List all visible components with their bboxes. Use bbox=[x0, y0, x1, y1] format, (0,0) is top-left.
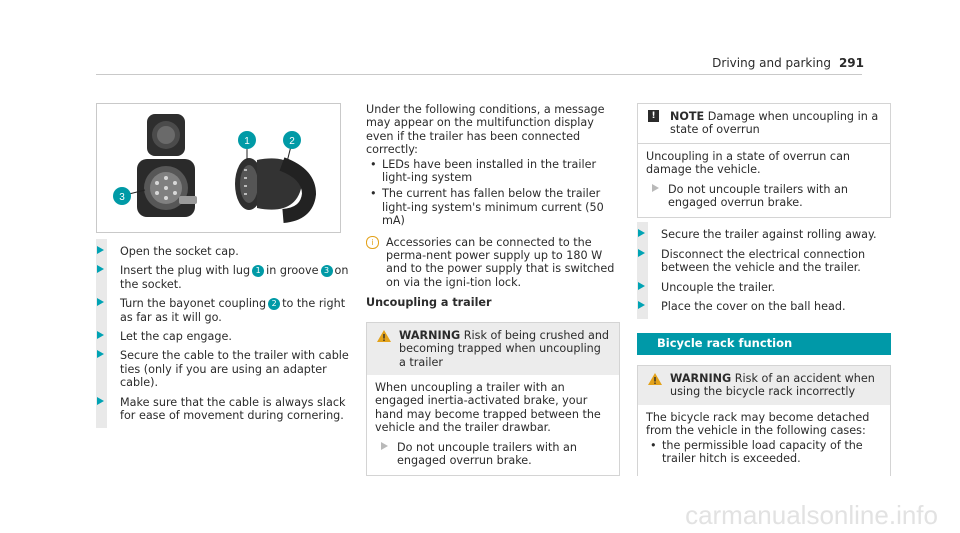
warning-body: When uncoupling a trailer with an engaged inertia-activated brake, your hand may become trapped between the vehicle and the trailer drawbar. bbox=[375, 380, 601, 435]
step-open-cap: Open the socket cap. bbox=[96, 245, 358, 258]
section-title-bar: Bicycle rack function bbox=[637, 333, 891, 354]
svg-text:3: 3 bbox=[119, 192, 125, 203]
arrow-icon bbox=[97, 298, 104, 306]
step-uncouple: Uncouple the trailer. bbox=[637, 281, 891, 294]
warning-box: WARNING Risk of being crushed and becoming trapped when uncoupling a trailer When uncoupling a trailer with an engaged inertia-activated brake, your hand may become trapped between the vehicle and the trailer drawbar. Do not uncouple trailers with an engaged overrun brake. bbox=[366, 322, 620, 477]
watermark: carmanualsonline.info bbox=[685, 500, 938, 530]
callout-badge: 3 bbox=[321, 265, 333, 277]
warning-step: Do not uncouple trailers with an engaged overrun brake. bbox=[375, 441, 611, 468]
arrow-icon bbox=[381, 442, 388, 450]
info-icon: i bbox=[366, 236, 379, 249]
arrow-icon bbox=[638, 301, 645, 309]
notice-icon: ! bbox=[648, 110, 659, 122]
column-3 bbox=[637, 103, 891, 476]
section-name: Driving and parking bbox=[712, 56, 831, 70]
step-cap-engage: Let the cap engage. bbox=[96, 330, 358, 343]
arrow-icon bbox=[652, 184, 659, 192]
page-number: 291 bbox=[838, 56, 864, 70]
step-insert-plug: Insert the plug with lug 1 in groove 3 on the socket. bbox=[96, 264, 358, 291]
socket-illustration bbox=[97, 104, 340, 232]
list-item: • the permissible load capacity of the trailer hitch is exceeded. bbox=[646, 439, 882, 466]
section-heading: Uncoupling a trailer bbox=[366, 296, 492, 310]
info-note: i Accessories can be connected to the perma-nent power supply up to 180 W and to the power supply that is switched on via the igni-tion lock. bbox=[366, 236, 620, 290]
conditions-intro: Under the following conditions, a message may appear on the multifunction display even if the trailer has been connected correctly: bbox=[366, 103, 605, 157]
step-turn-coupling: Turn the bayonet coupling 2 to the right as far as it will go. bbox=[96, 297, 358, 324]
warning-label: WARNING bbox=[670, 371, 732, 385]
step-disconnect: Disconnect the electrical connection between the vehicle and the trailer. bbox=[637, 248, 891, 275]
notice-box: ! NOTE Damage when uncoupling in a state of overrun Uncoupling in a state of overrun can damage the vehicle. Do not uncouple trailers with an engaged overrun brake. bbox=[637, 103, 891, 218]
svg-text:1: 1 bbox=[244, 136, 250, 147]
notice-step: Do not uncouple trailers with an engaged overrun brake. bbox=[646, 183, 882, 210]
step-secure-trailer: Secure the trailer against rolling away. bbox=[637, 228, 891, 241]
arrow-icon bbox=[638, 282, 645, 290]
arrow-icon bbox=[97, 246, 104, 254]
trailer-socket-figure bbox=[96, 103, 341, 233]
warning-triangle-icon bbox=[648, 373, 662, 385]
step-cover-ball-head: Place the cover on the ball head. bbox=[637, 300, 891, 313]
running-header bbox=[712, 56, 864, 70]
notice-label: NOTE bbox=[670, 110, 705, 123]
column-2 bbox=[366, 103, 620, 476]
step-slack-cable: Make sure that the cable is always slack for ease of movement during cornering. bbox=[96, 396, 358, 423]
warning-triangle-icon bbox=[377, 330, 391, 342]
svg-text:2: 2 bbox=[289, 136, 295, 147]
callout-badge: 2 bbox=[268, 298, 280, 310]
arrow-icon bbox=[97, 331, 104, 339]
callout-badge: 1 bbox=[252, 265, 264, 277]
arrow-icon bbox=[638, 249, 645, 257]
list-item: • LEDs have been installed in the trailer light-ing system bbox=[366, 158, 620, 185]
arrow-icon bbox=[638, 229, 645, 237]
header-rule bbox=[96, 74, 862, 75]
arrow-icon bbox=[97, 350, 104, 358]
arrow-icon bbox=[97, 397, 104, 405]
warning-label: WARNING bbox=[399, 328, 461, 342]
warning-box-2: WARNING Risk of an accident when using the bicycle rack incorrectly The bicycle rack may become detached from the vehicle in the following cases: • the permissible load capacity of the trailer hitch is exceeded. bbox=[637, 365, 891, 476]
warning-body: The bicycle rack may become detached from the vehicle in the following cases: bbox=[646, 410, 870, 438]
column-1 bbox=[96, 245, 358, 428]
notice-body: Uncoupling in a state of overrun can damage the vehicle. bbox=[646, 149, 851, 177]
list-item: • The current has fallen below the trailer light-ing system's minimum current (50 mA) bbox=[366, 187, 620, 227]
arrow-icon bbox=[97, 265, 104, 273]
step-secure-cable: Secure the cable to the trailer with cable ties (only if you are using an adapter cable). bbox=[96, 349, 358, 389]
